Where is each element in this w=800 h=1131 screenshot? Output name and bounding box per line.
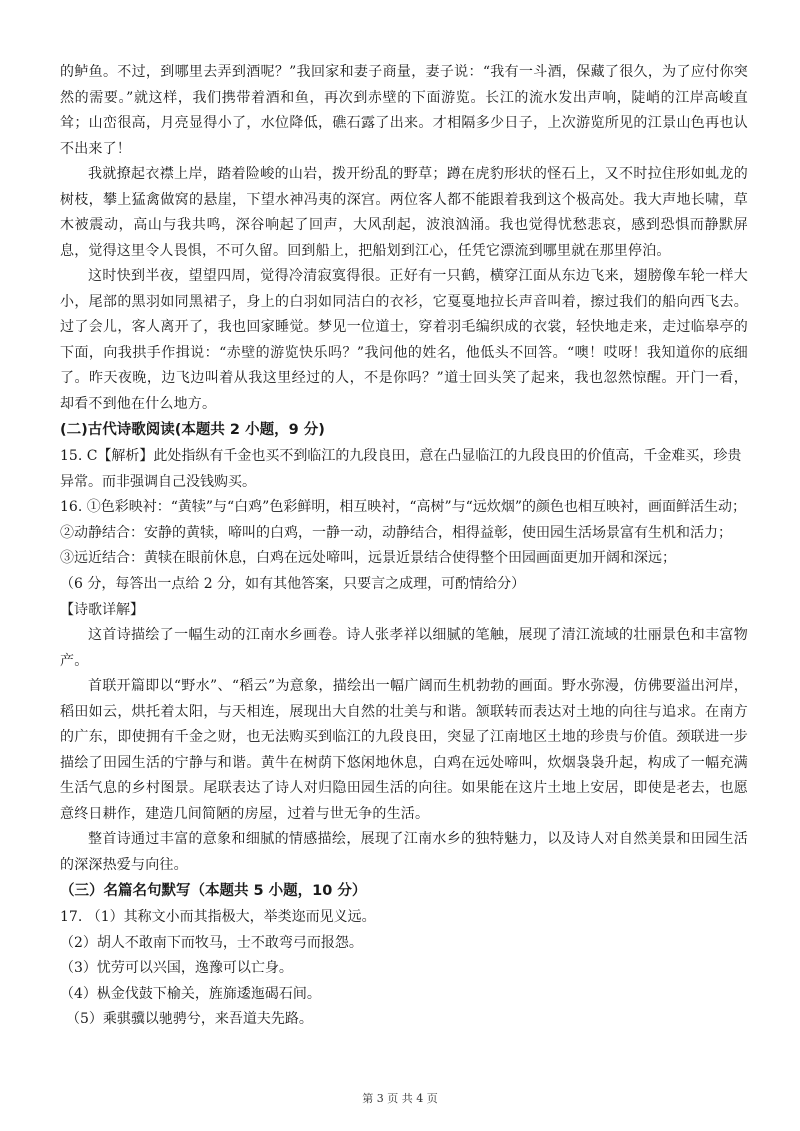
- page-content: [60, 60, 748, 1033]
- poem-analysis-tag: 【诗歌详解】: [60, 602, 144, 618]
- answer-17-5: （5）乘骐骥以驰骋兮，来吾道夫先路。: [66, 1011, 313, 1027]
- poem-analysis-paragraph: 首联开篇即以“野水”、“稻云”为意象，描绘出一幅广阔而生机勃勃的画面。野水弥漫，仿佛要溢出河岸，稻田如云，烘托着太阳，与天相连，展现出大自然的壮美与和谐。颔联转而表达对土地的向往与追求。在南方的广东，即使拥有千金之财，也无法购买到临江的九段良田，突显了江南地区土地的珍贵与价值。颈联进一步描绘了田园生活的宁静与和谐。黄牛在树荫下悠闲地休息，白鸡在远处啼叫，炊烟袅袅升起，构成了一幅充满生活气息的乡村图景。尾联表达了诗人对归隐田园生活的向往。如果能在这片土地上安居，即使是老去，也愿意终日耕作，建造几间简陋的房屋，过着与世无争的生活。: [60, 678, 748, 822]
- translation-paragraph: 这时快到半夜，望望四周，觉得冷清寂寞得很。正好有一只鹤，横穿江面从东边飞来，翅膀像车轮一样大小，尾部的黑羽如同黑裙子，身上的白羽如同洁白的衣衫，它戛戛地拉长声音叫着，擦过我们的船向西飞去。过了会儿，客人离开了，我也回家睡觉。梦见一位道士，穿着羽毛编织成的衣裳，轻快地走来，走过临皋亭的下面，向我拱手作揖说：“赤壁的游览快乐吗？”我问他的姓名，他低头不回答。“噢！哎呀！我知道你的底细了。昨天夜晚，边飞边叫着从我这里经过的人，不是你吗？”道士回头笑了起来，我也忽然惊醒。开门一看，却看不到他在什么地方。: [60, 268, 748, 412]
- answer-15: 15. C【解析】此处指纵有千金也买不到临江的九段良田，意在凸显临江的九段良田的价值高，千金难买，珍贵异常。而非强调自己没钱购买。: [60, 448, 742, 490]
- answer-17-1: 17. （1）其称文小而其指极大，举类迩而见义远。: [60, 909, 376, 925]
- answer-16-point-2: ②动静结合：安静的黄犊，啼叫的白鸡，一静一动，动静结合，相得益彰，使田园生活场景富有生机和活力；: [60, 524, 732, 541]
- section-heading-poetry: (二)古代诗歌阅读(本题共 2 小题，9 分): [60, 422, 325, 438]
- answer-17-3: （3）忧劳可以兴国，逸豫可以亡身。: [60, 960, 293, 976]
- section-heading-recitation: （三）名篇名句默写（本题共 5 小题，10 分）: [60, 883, 367, 899]
- translation-paragraph: 我就撩起衣襟上岸，踏着险峻的山岩，拨开纷乱的野草；蹲在虎豹形状的怪石上，又不时拉住形如虬龙的树枝，攀上猛禽做窝的悬崖，下望水神冯夷的深宫。两位客人都不能跟着我到这个极高处。我大声地长啸，草木被震动，高山与我共鸣，深谷响起了回声，大风刮起，波浪汹涌。我也觉得忧愁悲哀，感到恐惧而静默屏息，觉得这里令人畏惧，不可久留。回到船上，把船划到江心，任凭它漂流到哪里就在那里停泊。: [60, 166, 748, 259]
- translation-paragraph: 的鲈鱼。不过，到哪里去弄到酒呢？”我回家和妻子商量，妻子说：“我有一斗酒，保藏了很久，为了应付你突然的需要。”就这样，我们携带着酒和鱼，再次到赤壁的下面游览。长江的流水发出声响，陡峭的江岸高峻直耸；山峦很高，月亮显得小了，水位降低，礁石露了出来。才相隔多少日子，上次游览所见的江景山色再也认不出来了！: [60, 64, 748, 157]
- page-footer: 第 3 页 共 4 页: [362, 1092, 438, 1105]
- answer-16-point-1: 16. ①色彩映衬：“黄犊”与“白鸡”色彩鲜明，相互映衬，“高树”与“远炊烟”的颜色也相互映衬，画面鲜活生动；: [60, 499, 746, 515]
- answer-16-point-3: ③远近结合：黄犊在眼前休息，白鸡在远处啼叫，远景近景结合使得整个田园画面更加开阔和深远；: [60, 550, 676, 566]
- poem-analysis-paragraph: 整首诗通过丰富的意象和细腻的情感描绘，展现了江南水乡的独特魅力，以及诗人对自然美景和田园生活的深深热爱与向往。: [60, 831, 748, 873]
- poem-analysis-paragraph: 这首诗描绘了一幅生动的江南水乡画卷。诗人张孝祥以细腻的笔触，展现了清江流域的壮丽景色和丰富物产。: [60, 627, 748, 669]
- scoring-note: （6 分，每答出一点给 2 分，如有其他答案，只要言之成理，可酌情给分）: [60, 575, 526, 592]
- answer-17-2: （2）胡人不敢南下而牧马，士不敢弯弓而报怨。: [60, 934, 363, 951]
- answer-17-4: （4）枞金伐鼓下榆关，旌旆逶迤碣石间。: [60, 985, 321, 1002]
